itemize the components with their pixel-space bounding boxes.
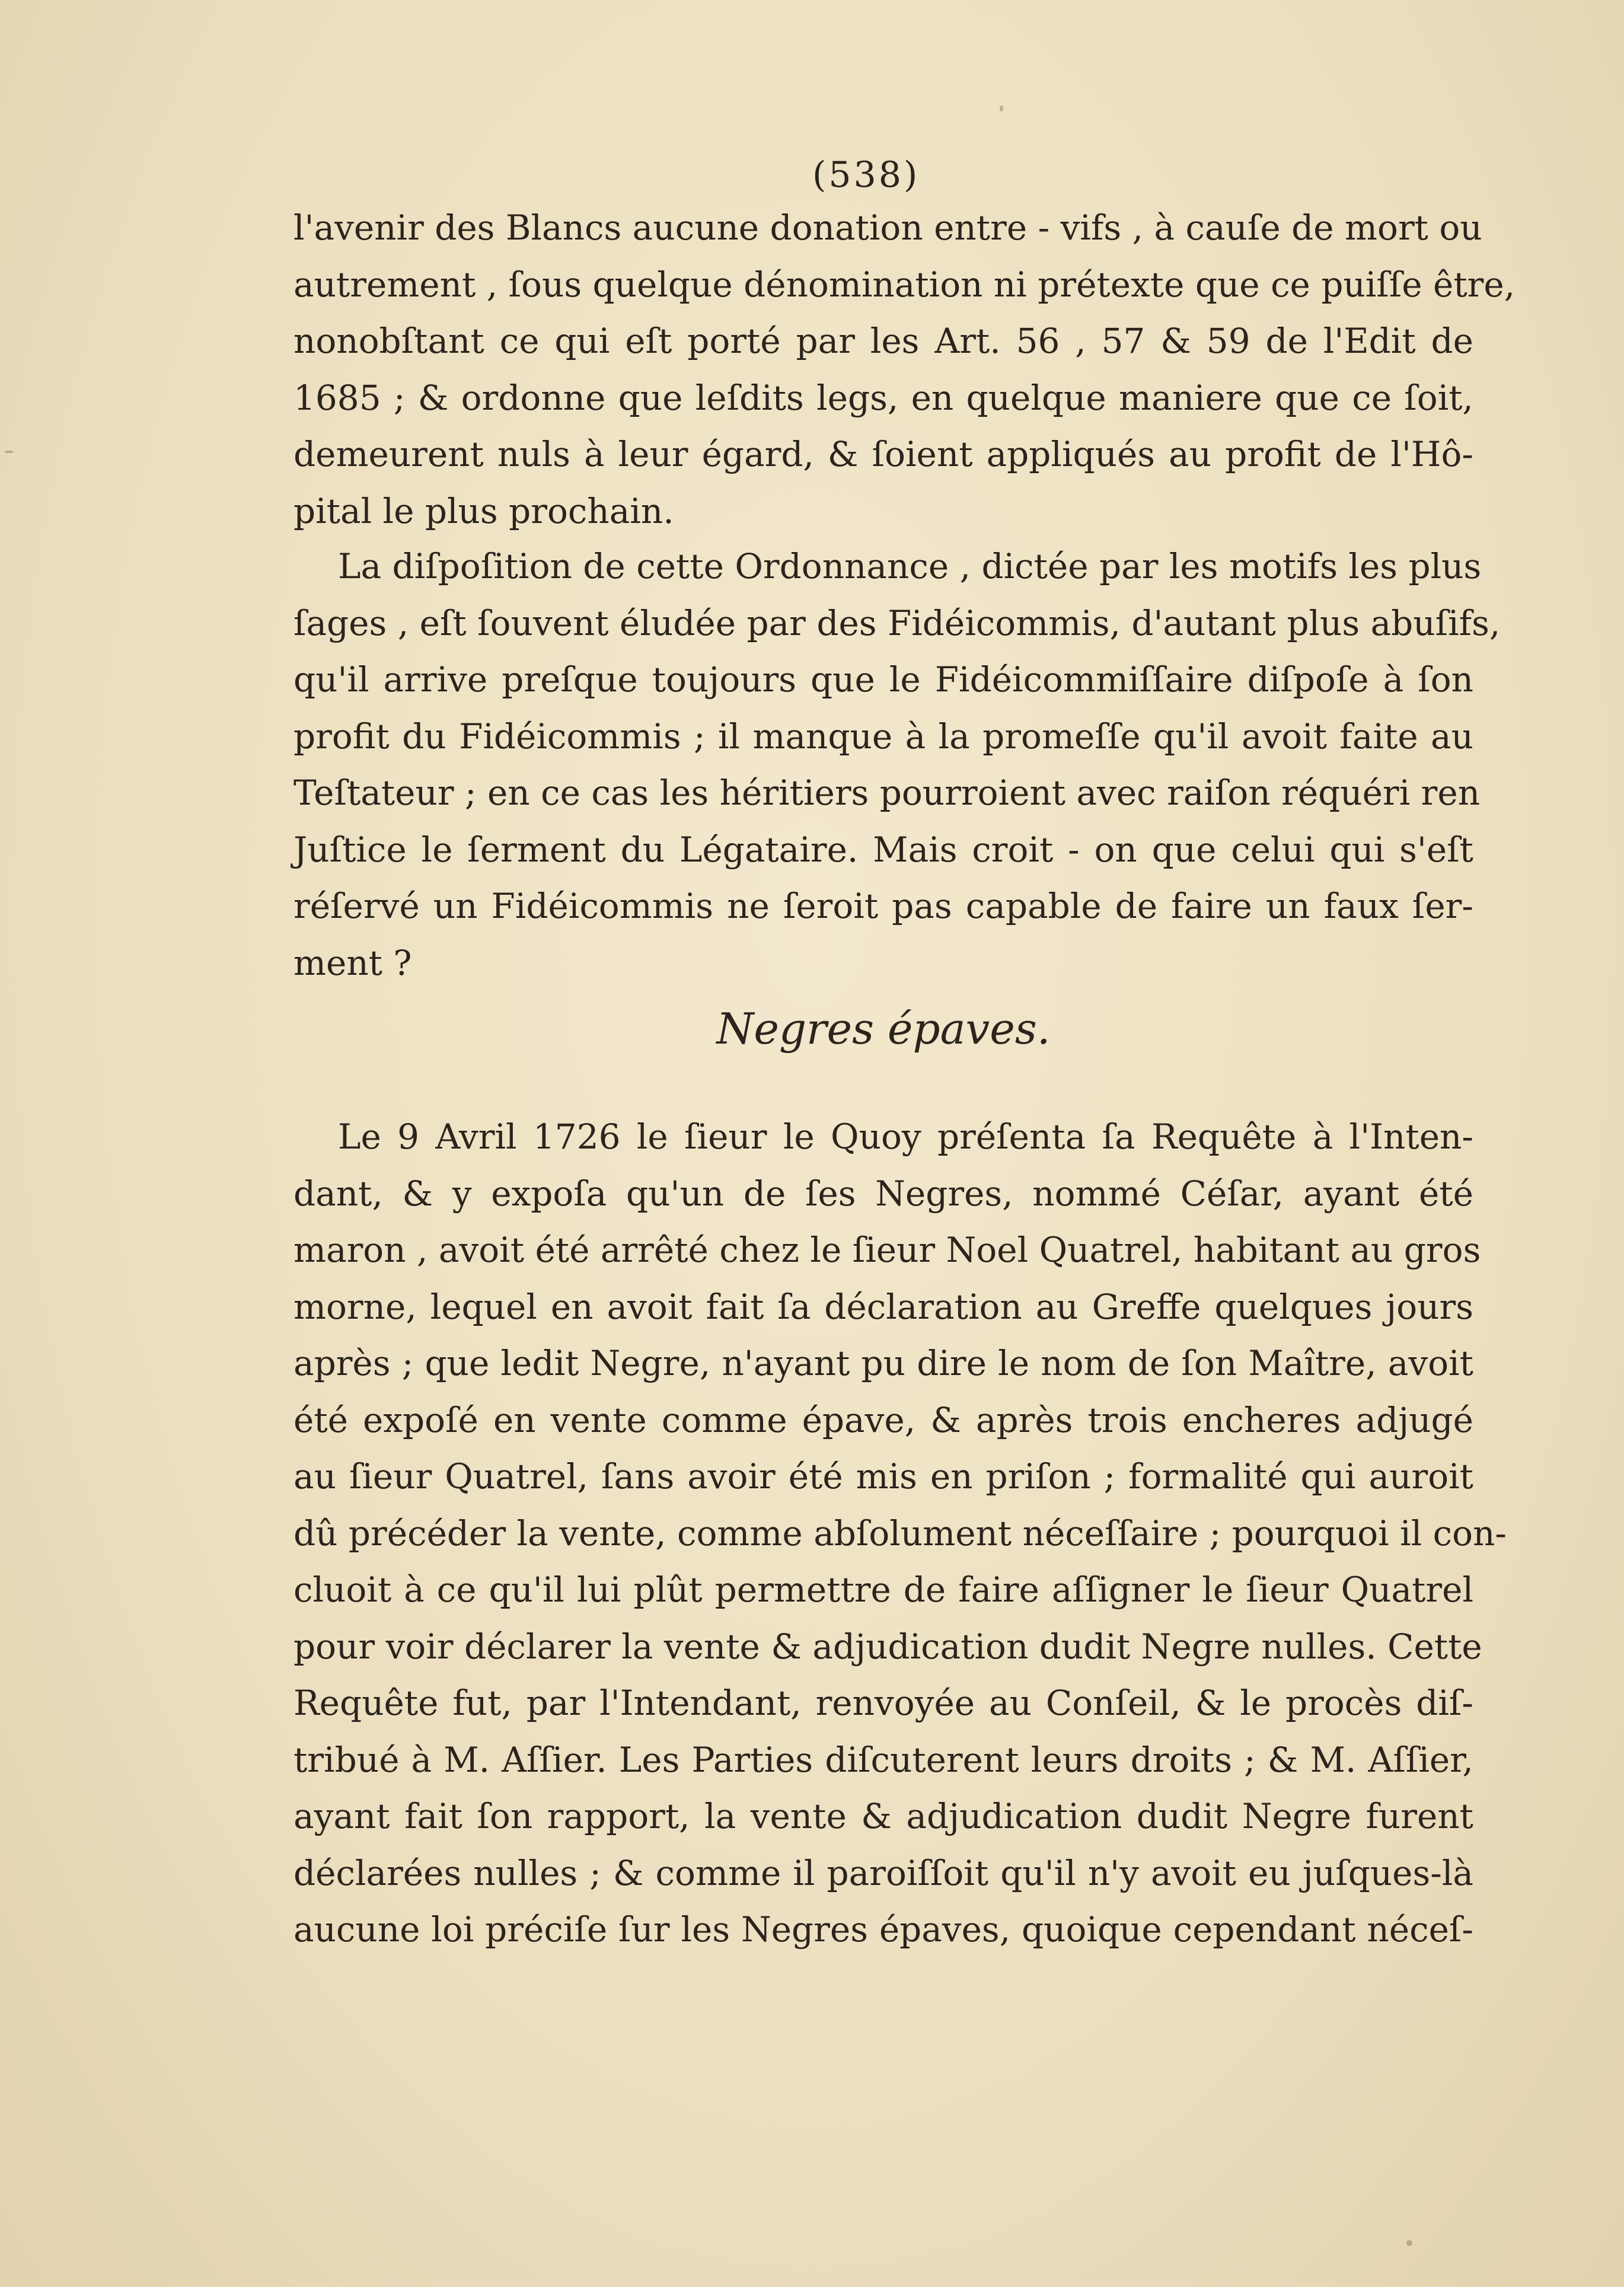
text-line: cluoit à ce qu'il lui plût permettre de faire aſſigner le ſieur Quatrel bbox=[293, 1570, 1473, 1610]
text-line: pital le plus prochain. bbox=[293, 490, 674, 531]
text-line: déclarées nulles ; & comme il paroiſſoit qu'il n'y avoit eu juſques-là bbox=[293, 1852, 1473, 1893]
paragraph-commentary bbox=[293, 538, 1501, 991]
text-line: ſages , eſt ſouvent éludée par des Fidéicommis, d'autant plus abuſifs, bbox=[293, 602, 1501, 643]
text-line: l'avenir des Blancs aucune donation entre - vifs , à cauſe de mort ou bbox=[293, 208, 1482, 248]
text-line: La diſpoſition de cette Ordonnance , dictée par les motifs les plus bbox=[338, 546, 1482, 586]
text-line: demeurent nuls à leur égard, & ſoient appliqués au profit de l'Hô- bbox=[293, 434, 1473, 474]
section-heading: Negres épaves. bbox=[716, 1004, 1051, 1054]
page-number: (538) bbox=[812, 154, 920, 196]
text-line: dant, & y expoſa qu'un de ſes Negres, nommé Céſar, ayant été bbox=[293, 1173, 1473, 1214]
text-line: Juſtice le ſerment du Légataire. Mais croit - on que celui qui s'eſt bbox=[293, 829, 1473, 870]
text-line: qu'il arrive preſque toujours que le Fidéicommiſſaire diſpoſe à ſon bbox=[293, 659, 1473, 700]
text-line: après ; que ledit Negre, n'ayant pu dire le nom de ſon Maître, avoit bbox=[293, 1343, 1473, 1383]
text-line: pour voir déclarer la vente & adjudication dudit Negre nulles. Cette bbox=[293, 1626, 1482, 1667]
text-line: été expoſé en vente comme épave, & après trois encheres adjugé bbox=[293, 1399, 1473, 1440]
text-line: au ſieur Quatrel, ſans avoir été mis en priſon ; formalité qui auroit bbox=[293, 1456, 1473, 1497]
text-line: 1685 ; & ordonne que leſdits legs, en quelque maniere que ce ſoit, bbox=[293, 377, 1473, 418]
text-line: dû précéder la vente, comme abſolument néceſſaire ; pourquoi il con- bbox=[293, 1513, 1507, 1554]
text-line: ment ? bbox=[293, 942, 412, 983]
text-line: Le 9 Avril 1726 le ſieur le Quoy préſenta ſa Requête à l'Inten- bbox=[338, 1117, 1473, 1157]
text-line: morne, lequel en avoit fait ſa déclaration au Greffe quelques jours bbox=[293, 1286, 1473, 1327]
text-line: aucune loi préciſe ſur les Negres épaves, quoique cependant néceſ- bbox=[293, 1909, 1473, 1950]
text-line: nonobſtant ce qui eſt porté par les Art. 56 , 57 & 59 de l'Edit de bbox=[293, 321, 1473, 361]
text-line: Teſtateur ; en ce cas les héritiers pourroient avec raiſon réquéri ren bbox=[293, 773, 1481, 813]
text-line: réſervé un Fidéicommis ne ſeroit pas capable de faire un faux ſer- bbox=[293, 886, 1473, 926]
text-line: profit du Fidéicommis ; il manque à la promeſſe qu'il avoit faite au bbox=[293, 716, 1473, 757]
paper-speck bbox=[1406, 2240, 1412, 2246]
paper-speck bbox=[1000, 106, 1003, 111]
text-line: autrement , ſous quelque dénomination ni prétexte que ce puiſſe être, bbox=[293, 264, 1515, 305]
paper-speck bbox=[5, 451, 13, 453]
text-line: maron , avoit été arrêté chez le ſieur Noel Quatrel, habitant au gros bbox=[293, 1230, 1481, 1270]
paragraph-negres-epaves bbox=[293, 1109, 1507, 1959]
text-line: tribué à M. Aſſier. Les Parties diſcuterent leurs droits ; & M. Aſſier, bbox=[293, 1739, 1473, 1780]
text-line: Requête fut, par l'Intendant, renvoyée au Conſeil, & le procès diſ- bbox=[293, 1683, 1473, 1723]
text-line: ayant fait ſon rapport, la vente & adjudication dudit Negre furent bbox=[293, 1796, 1473, 1836]
paragraph-continuation bbox=[293, 200, 1515, 540]
